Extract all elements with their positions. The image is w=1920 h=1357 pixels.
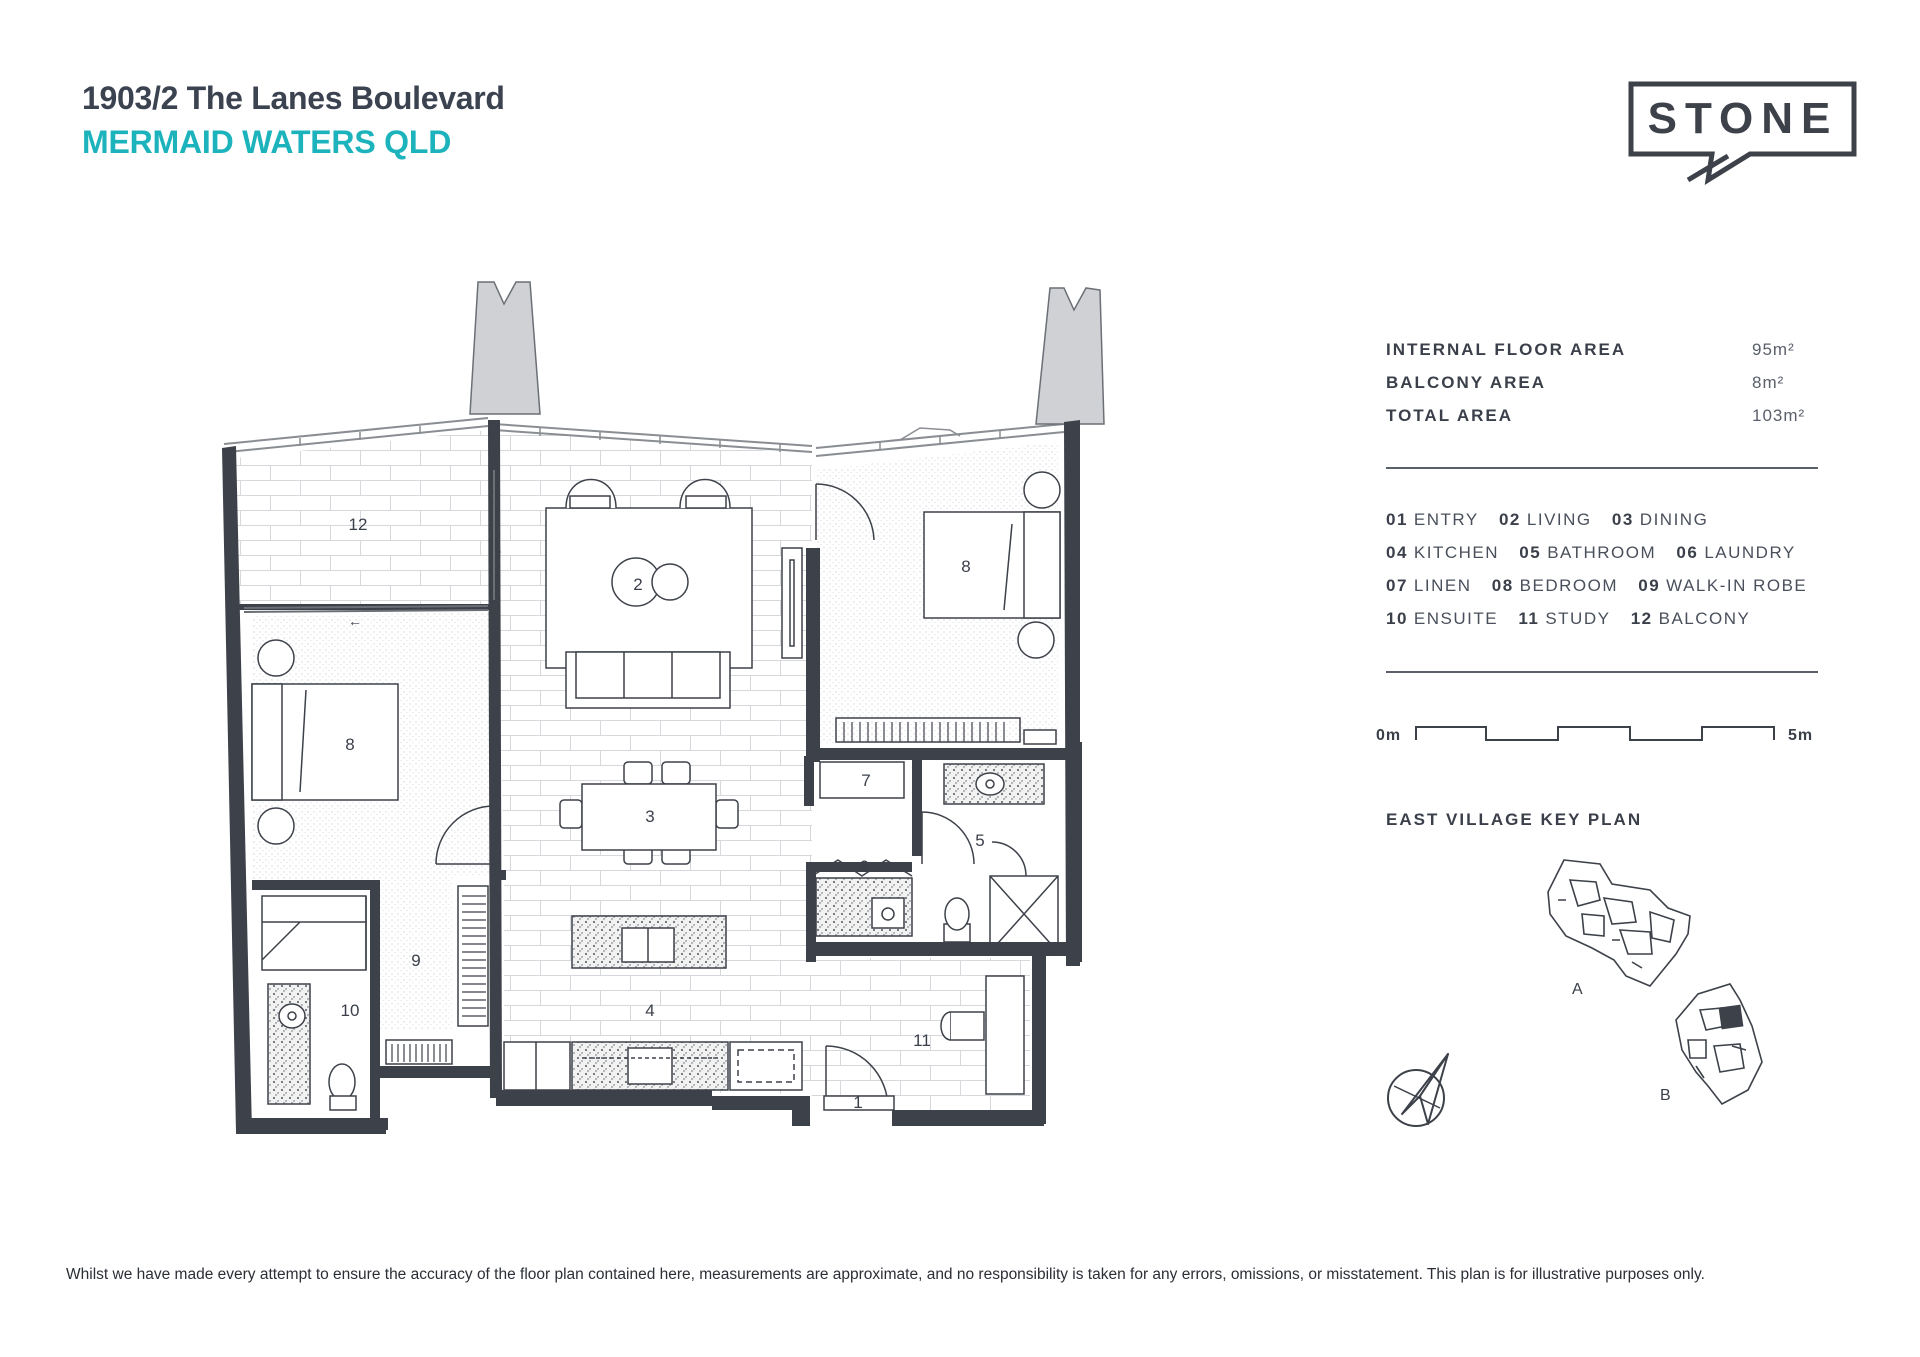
legend-item: 03 DINING	[1611, 510, 1709, 529]
legend-item: 02 LIVING	[1498, 510, 1592, 529]
area-label-total: TOTAL AREA	[1386, 406, 1514, 425]
area-value-balcony: 8m²	[1752, 373, 1785, 392]
scale-start-label: 0m	[1376, 727, 1402, 744]
logo-text: STONE	[1647, 94, 1839, 143]
legend-item: 06 LAUNDRY	[1676, 543, 1796, 562]
area-value-internal: 95m²	[1752, 340, 1795, 359]
keyplan-unit-marker	[1719, 1005, 1744, 1030]
facade-fin-right	[1036, 288, 1104, 424]
room-number-kitchen: 4	[645, 1001, 655, 1020]
address-line1: 1903/2 The Lanes Boulevard	[82, 80, 505, 116]
legend-item: 08 BEDROOM	[1491, 576, 1618, 595]
legend-item: 05 BATHROOM	[1519, 543, 1657, 562]
room-number-ensuite: 10	[340, 1001, 360, 1020]
room-number-dining: 3	[645, 807, 655, 826]
scale-end-label: 5m	[1788, 727, 1814, 744]
keyplan	[1500, 850, 1820, 1145]
legend-item: 10 ENSUITE	[1386, 609, 1499, 628]
legend-item: 07 LINEN	[1386, 576, 1472, 595]
room-number-living: 2	[633, 575, 643, 594]
legend-item: 11 STUDY	[1518, 609, 1611, 628]
legend-item: 12 BALCONY	[1630, 609, 1751, 628]
legend-item: 09 WALK-IN ROBE	[1638, 576, 1808, 595]
legend-row	[1386, 609, 1821, 642]
address-suburb: MERMAID WATERS QLD	[82, 124, 452, 160]
keyplan-label-a: A	[1572, 981, 1583, 998]
area-value-total: 103m²	[1752, 406, 1806, 425]
floor-plan	[0, 0, 1120, 1160]
room-legend	[1386, 510, 1821, 642]
svg-text:←: ←	[348, 613, 362, 629]
legend-row	[1386, 510, 1821, 543]
divider-top	[1386, 467, 1818, 469]
room-number-study: 11	[913, 1031, 931, 1050]
legend-row	[1386, 576, 1821, 609]
scale-bar	[1414, 724, 1780, 759]
room-number-bedroom-second: 8	[345, 735, 355, 754]
room-number-linen: 7	[861, 771, 871, 790]
stone-logo	[1628, 80, 1858, 190]
divider-bottom	[1386, 671, 1818, 673]
legend-row	[1386, 543, 1821, 576]
room-number-entry: 1	[853, 1093, 863, 1112]
room-number-bedroom-main: 8	[961, 557, 971, 576]
disclaimer: Whilst we have made every attempt to ensure the accuracy of the floor plan contained here, measurements are approximate, and no responsibility is taken for any errors, omissions, or misstatement. This plan is for illustrative purposes only.	[66, 1266, 1705, 1283]
area-label-internal: INTERNAL FLOOR AREA	[1386, 340, 1627, 359]
keyplan-label-b: B	[1660, 1087, 1671, 1104]
legend-item: 04 KITCHEN	[1386, 543, 1500, 562]
legend-item: 01 ENTRY	[1386, 510, 1479, 529]
room-number-bathroom: 5	[975, 831, 985, 850]
room-number-laundry: 6	[859, 857, 869, 876]
north-arrow-icon	[1384, 1050, 1454, 1135]
room-number-balcony: 12	[348, 515, 368, 534]
facade-fin-left	[470, 282, 540, 414]
keyplan-title: EAST VILLAGE KEY PLAN	[1386, 810, 1643, 829]
svg-text:↑: ↑	[496, 545, 503, 561]
area-label-balcony: BALCONY AREA	[1386, 373, 1547, 392]
room-number-wir: 9	[411, 951, 421, 970]
